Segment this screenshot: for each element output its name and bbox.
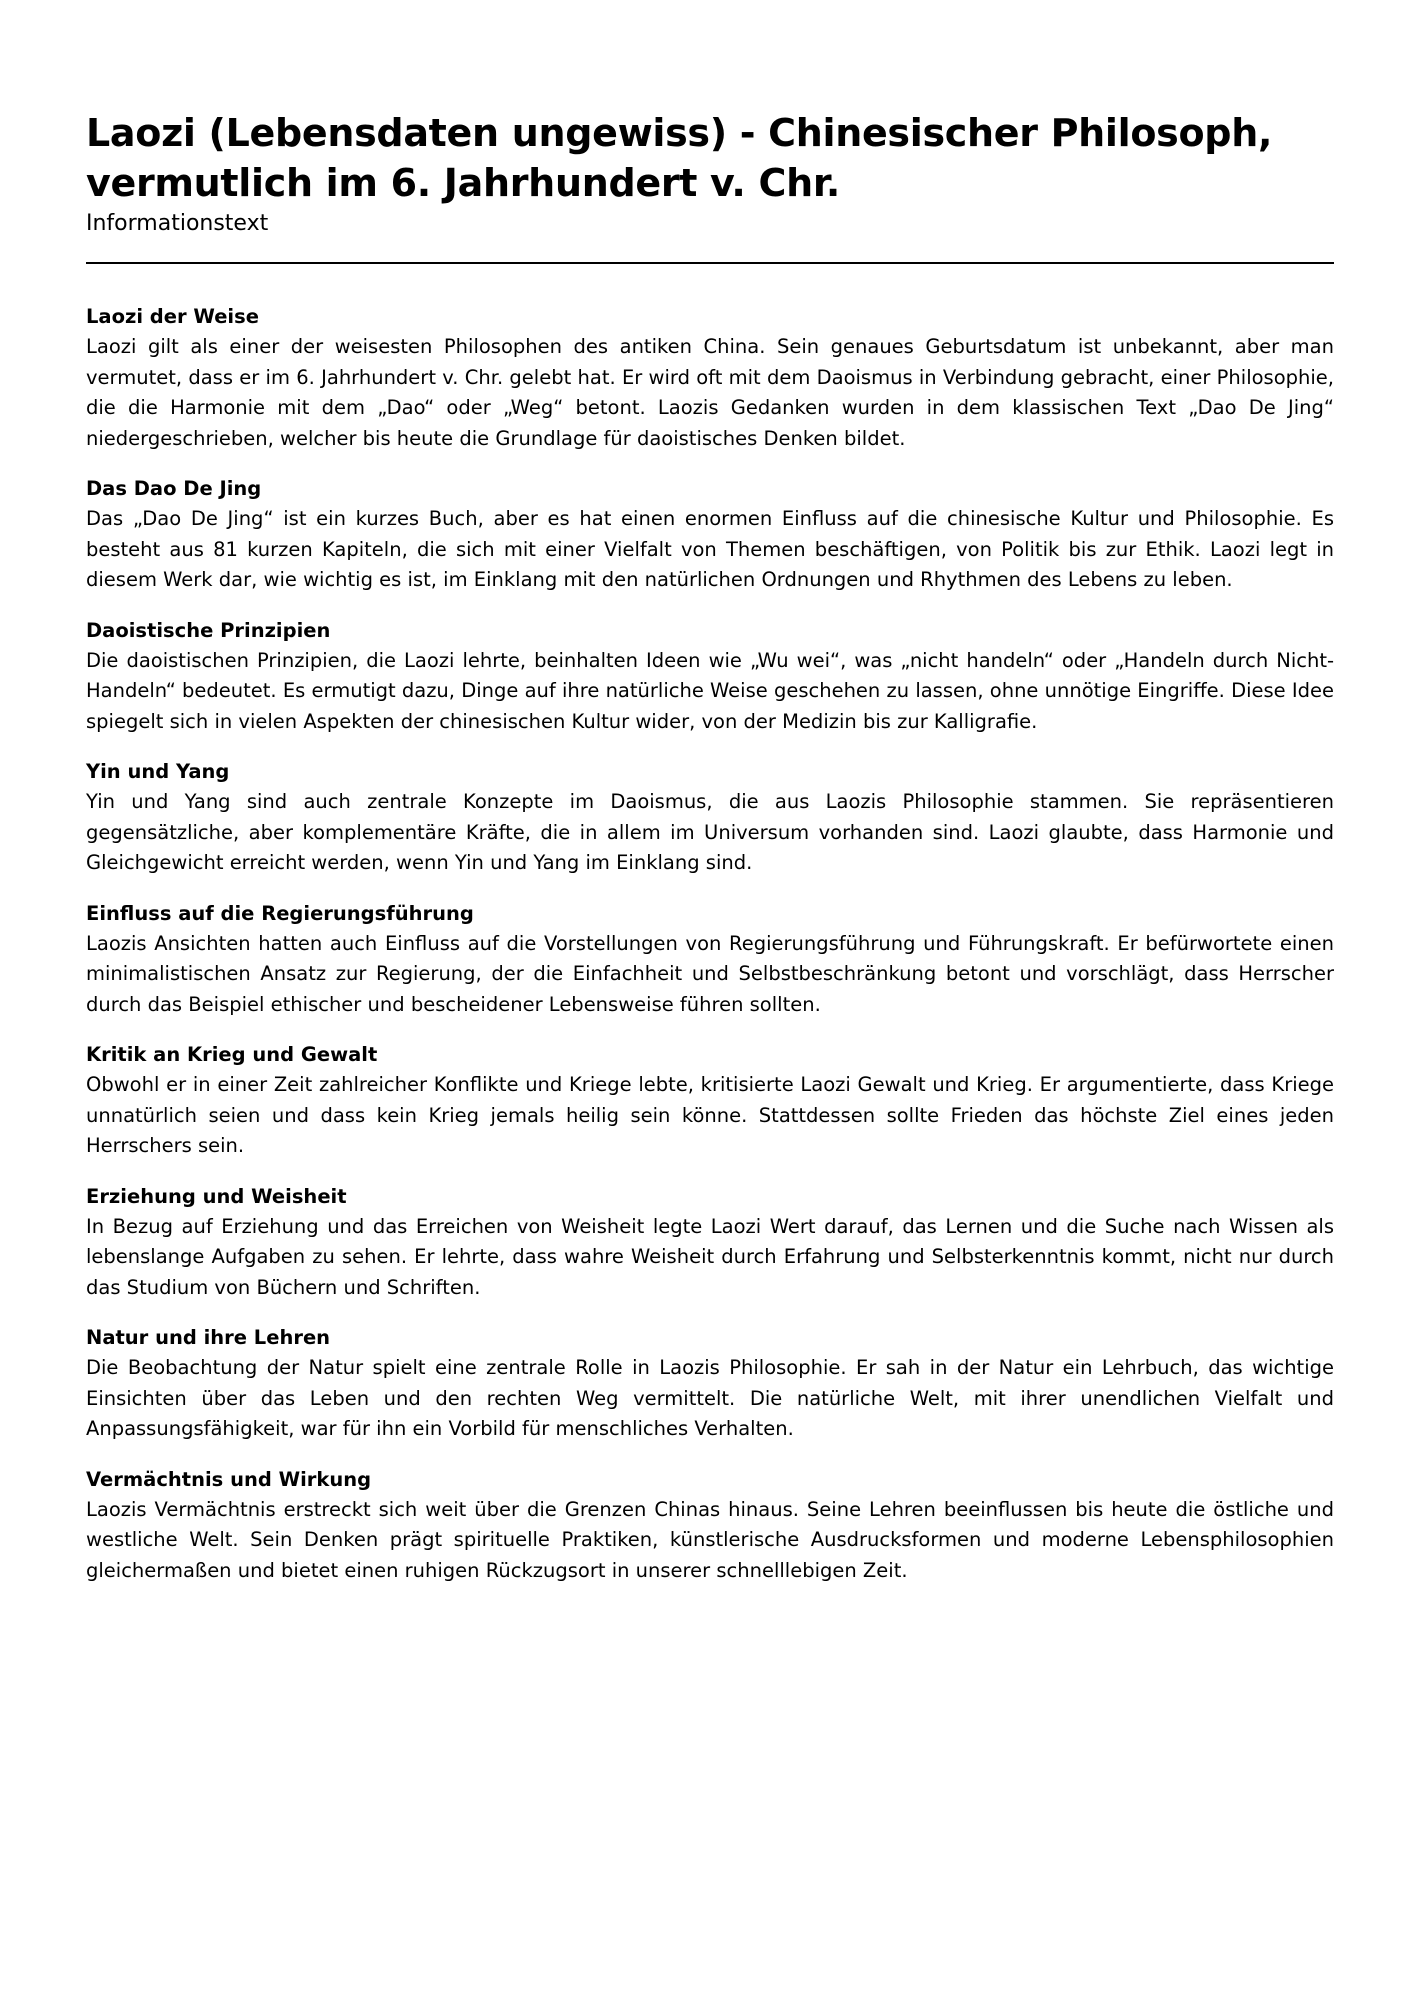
section-heading: Natur und ihre Lehren xyxy=(86,1326,331,1349)
section-erziehung-weisheit xyxy=(86,1182,1334,1304)
section-body: Die daoistischen Prinzipien, die Laozi lehrte, beinhalten Ideen wie „Wu wei“, was „nicht handeln“ oder „Handeln durch Nicht-Handeln“ bedeutet. Es ermutigt dazu, Dinge auf ihre natürliche Weise geschehen zu lassen, ohne unnötige Eingriffe. Diese Idee spiegelt sich in vielen Aspekten der chinesischen Kultur wider, von der Medizin bis zur Kalligrafie. xyxy=(86,648,1334,733)
document-title: Laozi (Lebensdaten ungewiss) - Chinesischer Philosoph, vermutlich im 6. Jahrhundert v. Chr. xyxy=(86,111,1273,205)
section-body: Laozi gilt als einer der weisesten Philosophen des antiken China. Sein genaues Geburtsdatum ist unbekannt, aber man vermutet, dass er im 6. Jahrhundert v. Chr. gelebt hat. Er wird oft mit dem Daoismus in Verbindung gebracht, einer Philosophie, die die Harmonie mit dem „Dao“ oder „Weg“ betont. Laozis Gedanken wurden in dem klassischen Text „Dao De Jing“ niedergeschrieben, welcher bis heute die Grundlage für daoistisches Denken bildet. xyxy=(86,335,1334,450)
section-body: Laozis Vermächtnis erstreckt sich weit über die Grenzen Chinas hinaus. Seine Lehren beeinflussen bis heute die östliche und westliche Welt. Sein Denken prägt spirituelle Praktiken, künstlerische Ausdrucksformen und moderne Lebensphilosophien gleichermaßen und bietet einen ruhigen Rückzugsort in unserer schnelllebigen Zeit. xyxy=(86,1497,1334,1582)
section-laozi-der-weise xyxy=(86,302,1334,454)
section-heading: Kritik an Krieg und Gewalt xyxy=(86,1043,378,1066)
section-heading: Das Dao De Jing xyxy=(86,477,262,500)
section-body: Die Beobachtung der Natur spielt eine zentrale Rolle in Laozis Philosophie. Er sah in der Natur ein Lehrbuch, das wichtige Einsichten über das Leben und den rechten Weg vermittelt. Die natürliche Welt, mit ihrer unendlichen Vielfalt und Anpassungsfähigkeit, war für ihn ein Vorbild für menschliches Verhalten. xyxy=(86,1356,1334,1440)
section-heading: Erziehung und Weisheit xyxy=(86,1184,347,1208)
document-subtitle: Informationstext xyxy=(86,211,269,236)
section-body: In Bezug auf Erziehung und das Erreichen von Weisheit legte Laozi Wert darauf, das Lernen und die Suche nach Wissen als lebenslange Aufgaben zu sehen. Er lehrte, dass wahre Weisheit durch Erfahrung und Selbsterkenntnis kommt, nicht nur durch das Studium von Büchern und Schriften. xyxy=(86,1214,1334,1299)
document-page xyxy=(86,108,1334,1606)
header-divider xyxy=(86,262,1334,264)
section-body: Obwohl er in einer Zeit zahlreicher Konflikte und Kriege lebte, kritisierte Laozi Gewalt und Krieg. Er argumentierte, dass Kriege unnatürlich seien und dass kein Krieg jemals heilig sein könne. Stattdessen sollte Frieden das höchste Ziel eines jeden Herrschers sein. xyxy=(86,1073,1334,1157)
section-heading: Yin und Yang xyxy=(86,760,230,783)
section-heading: Laozi der Weise xyxy=(86,305,259,328)
section-vermaechtnis-wirkung xyxy=(86,1465,1334,1587)
section-daoistische-prinzipien xyxy=(86,616,1334,738)
section-heading: Einfluss auf die Regierungsführung xyxy=(86,901,474,925)
section-body: Das „Dao De Jing“ ist ein kurzes Buch, aber es hat einen enormen Einfluss auf die chinesische Kultur und Philosophie. Es besteht aus 81 kurzen Kapiteln, die sich mit einer Vielfalt von Themen beschäftigen, von Politik bis zur Ethik. Laozi legt in diesem Werk dar, wie wichtig es ist, im Einklang mit den natürlichen Ordnungen und Rhythmen des Lebens zu leben. xyxy=(86,507,1334,591)
section-body: Laozis Ansichten hatten auch Einfluss auf die Vorstellungen von Regierungsführung und Führungskraft. Er befürwortete einen minimalistischen Ansatz zur Regierung, der die Einfachheit und Selbstbeschränkung betont und vorschlägt, dass Herrscher durch das Beispiel ethischer und bescheidener Lebensweise führen sollten. xyxy=(86,931,1334,1016)
section-natur-lehren xyxy=(86,1323,1334,1445)
section-heading: Vermächtnis und Wirkung xyxy=(86,1467,372,1491)
document-content xyxy=(86,302,1334,1586)
section-kritik-krieg-gewalt xyxy=(86,1040,1334,1162)
section-dao-de-jing xyxy=(86,474,1334,596)
section-yin-und-yang xyxy=(86,757,1334,879)
section-body: Yin und Yang sind auch zentrale Konzepte im Daoismus, die aus Laozis Philosophie stammen. Sie repräsentieren gegensätzliche, aber komplementäre Kräfte, die in allem im Universum vorhanden sind. Laozi glaubte, dass Harmonie und Gleichgewicht erreicht werden, wenn Yin und Yang im Einklang sind. xyxy=(86,790,1334,874)
section-regierungsfuehrung xyxy=(86,899,1334,1021)
section-heading: Daoistische Prinzipien xyxy=(86,618,331,642)
